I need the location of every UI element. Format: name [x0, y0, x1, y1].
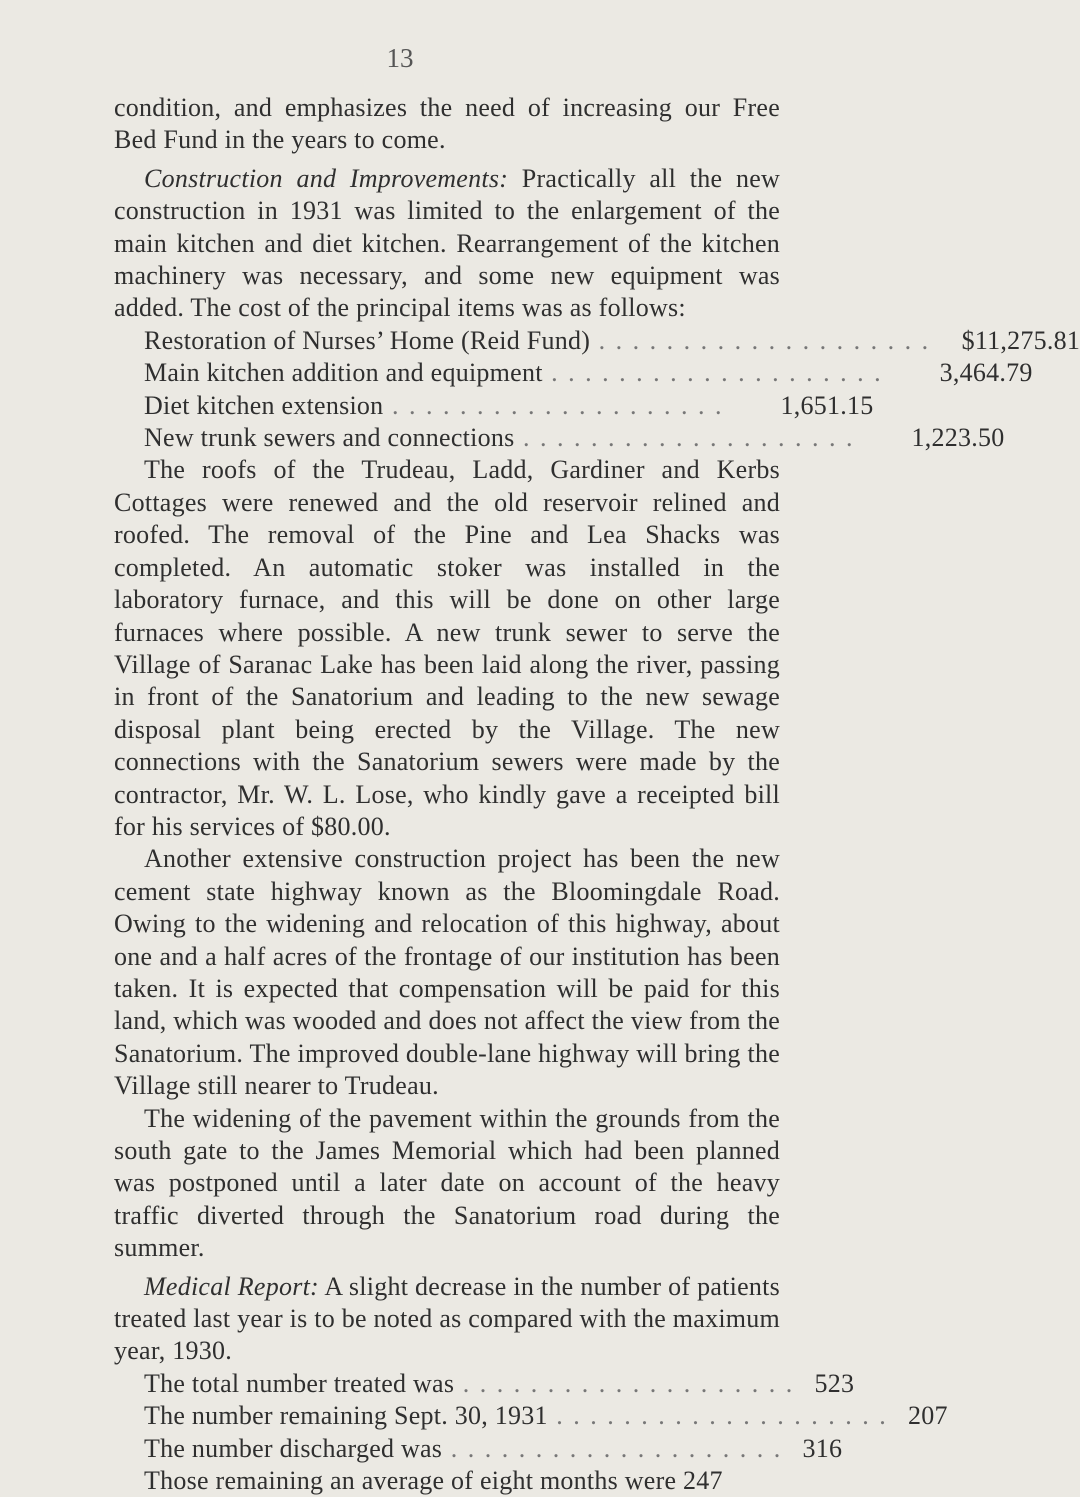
construction-paragraph [114, 163, 780, 325]
cost-item-amount: 1,223.50 [911, 423, 1005, 453]
construction-heading: Construction and Improvements: [144, 163, 509, 193]
cost-item-label: New trunk sewers and connections [144, 423, 515, 453]
stat-label: The total number treated was [144, 1368, 455, 1398]
highway-paragraph: Another extensive construction project has been the new cement state highway known as the Bloomingdale Road. Owing to the widening and relocation of this highway, about one and a half acres of the frontage of our institution has been taken. It is expected that compensation will be paid for this land, which was wooded and does not affect the view from the Sanatorium. The improved double-lane highway will bring the Village still nearer to Trudeau. [114, 844, 780, 1101]
cost-item-label: Main kitchen addition and equipment [144, 358, 543, 388]
cost-item [144, 357, 1033, 389]
cost-item-amount: 3,464.79 [939, 358, 1033, 388]
paragraph-continuation: condition, and emphasizes the need of increasing our Free Bed Fund in the years to come. [114, 93, 780, 155]
stat-label: The number remaining Sept. 30, 1931 [144, 1401, 548, 1431]
page-number: 13 [386, 43, 414, 73]
pavement-paragraph: The widening of the pavement within the grounds from the south gate to the James Memorial which had been planned was postponed until a later date on account of the heavy traffic diverted through the Sanatorium road during the summer. [114, 1103, 780, 1263]
cost-item [144, 325, 1080, 357]
leader-dots: . . . . . . . . . . . . . . . . . . . . [383, 390, 724, 420]
stat-last-line: Those remaining an average of eight months were 247 [144, 1466, 723, 1496]
construction-text: Practically all the new construction in 1931 was limited to the enlargement of the main kitchen and diet kitchen. Rearrangement of the kitchen machinery was necessary, and some new equipment was added. The cost of the principal items was as follows: [114, 163, 781, 323]
leader-dots: . . . . . . . . . . . . . . . . . . . . [454, 1368, 795, 1398]
stat-value: 316 [802, 1433, 843, 1463]
cost-item-amount: 1,651.15 [780, 390, 874, 420]
medical-heading: Medical Report: [144, 1271, 319, 1301]
stat-label: The number discharged was [144, 1433, 443, 1463]
medical-text: A slight decrease in the number of patients treated last year is to be noted as compared with the maximum year, 1930. [114, 1271, 781, 1366]
cost-item-label: Diet kitchen extension [144, 390, 384, 420]
cost-list [114, 325, 1080, 455]
patient-stats-list [114, 1368, 948, 1497]
leader-dots: . . . . . . . . . . . . . . . . . . . . [442, 1433, 783, 1463]
page-body [114, 92, 1080, 1497]
roofs-paragraph: The roofs of the Trudeau, Ladd, Gardiner and Kerbs Cottages were renewed and the old reservoir relined and roofed. The removal of the Pine and Lea Shacks was completed. An automatic stoker was installed in the laboratory furnace, and this will be done on other large furnaces where possible. A new trunk sewer to serve the Village of Saranac Lake has been laid along the river, passing in front of the Sanatorium and leading to the new sewage disposal plant being erected by the Village. The new connections with the Sanatorium sewers were made by the contractor, Mr. W. L. Lose, who kindly gave a receipted bill for his services of $80.00. [114, 455, 780, 841]
leader-dots: . . . . . . . . . . . . . . . . . . . . [547, 1401, 888, 1431]
stat-row [144, 1433, 843, 1465]
stat-row [144, 1368, 855, 1400]
stat-value: 523 [814, 1368, 855, 1398]
leader-dots: . . . . . . . . . . . . . . . . . . . . [590, 325, 931, 355]
leader-dots: . . . . . . . . . . . . . . . . . . . . [542, 358, 883, 388]
medical-paragraph [114, 1271, 780, 1368]
stat-value: 207 [907, 1401, 948, 1431]
cost-item [144, 422, 1005, 454]
cost-item [144, 390, 874, 422]
stat-row [144, 1400, 948, 1432]
cost-item-amount: $11,275.81 [961, 325, 1080, 355]
leader-dots: . . . . . . . . . . . . . . . . . . . . [514, 423, 855, 453]
cost-item-label: Restoration of Nurses’ Home (Reid Fund) [144, 325, 591, 355]
stat-row-last [144, 1465, 780, 1497]
